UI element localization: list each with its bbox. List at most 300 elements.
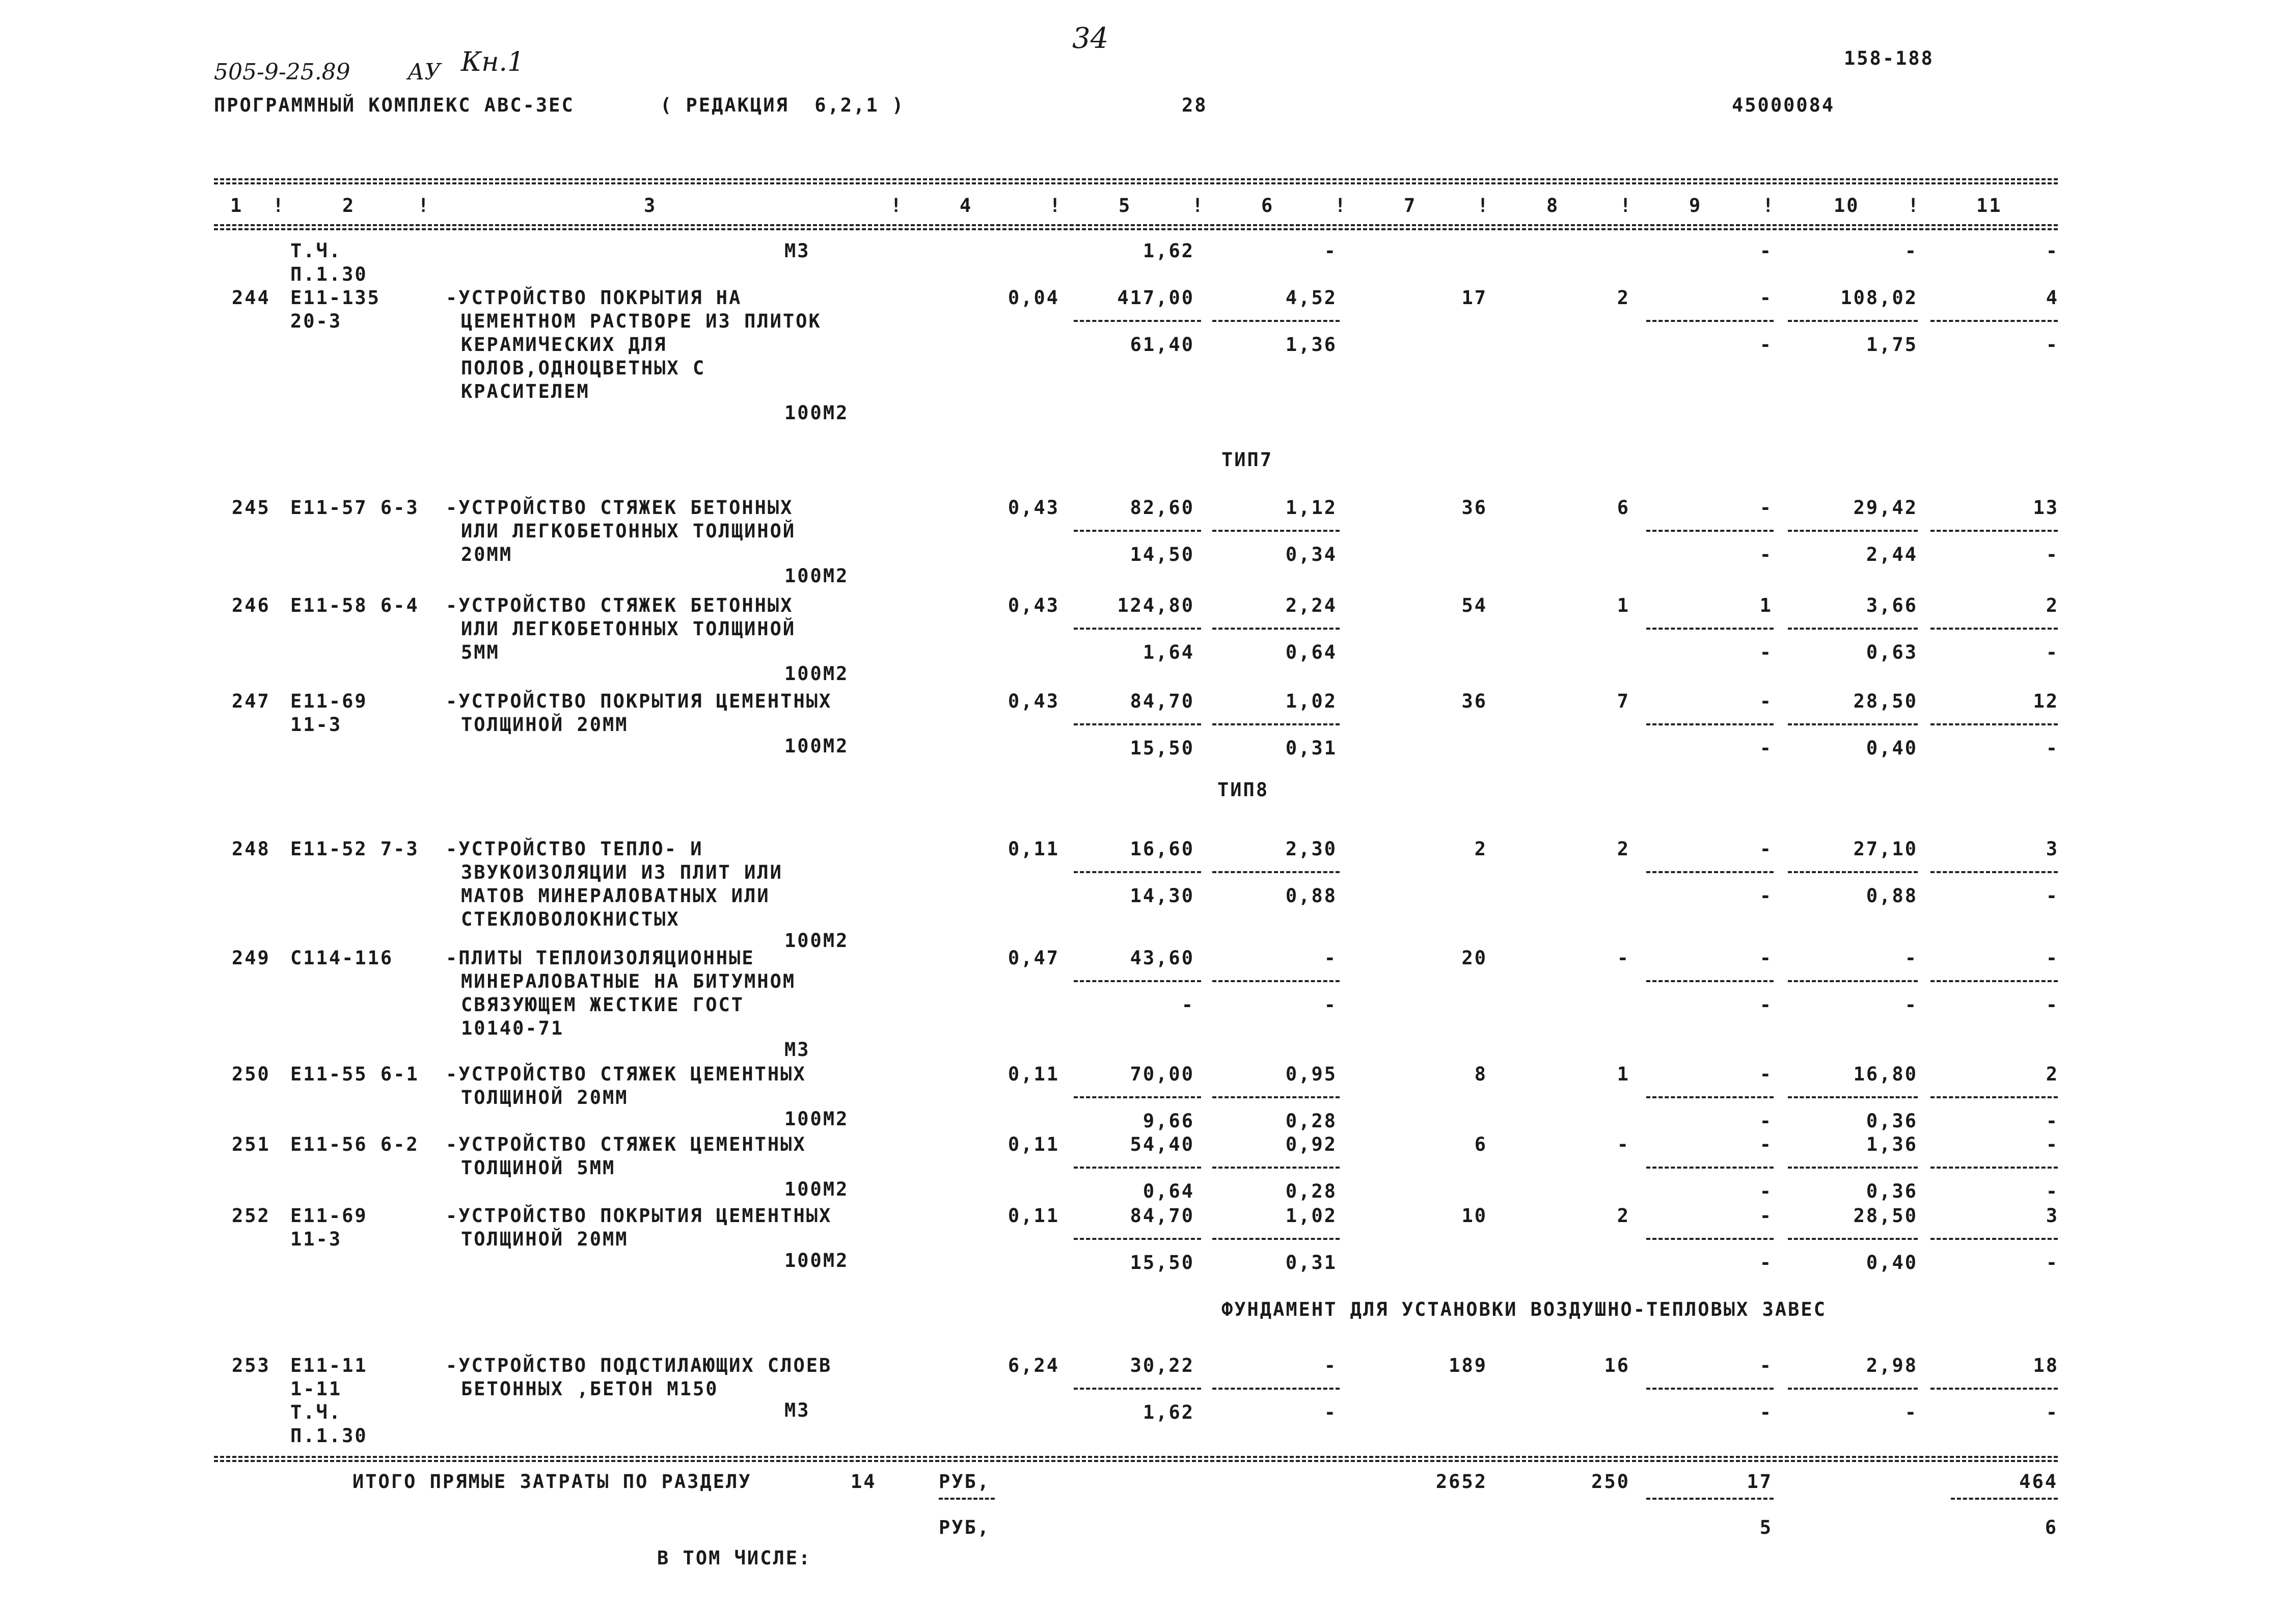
row-col6-wages: 0,64 — [1285, 641, 1337, 663]
row-c10-rule — [1788, 1238, 1918, 1240]
row-description: ЦЕМЕНТНОМ РАСТВОРЕ ИЗ ПЛИТОК — [461, 310, 822, 332]
row-col6-total: 2,24 — [1285, 594, 1337, 616]
totals-top-rule — [214, 1456, 2058, 1458]
row-col11-a: 12 — [2033, 690, 2059, 712]
row-col9-b: - — [1759, 1180, 1773, 1202]
row-col10-a: 28,50 — [1853, 1205, 1918, 1227]
totals-rub-2: РУБ, — [939, 1517, 991, 1538]
row-code: Т.Ч. — [290, 240, 342, 262]
row-col11-b: - — [2046, 994, 2059, 1016]
row-number: 250 — [232, 1063, 270, 1085]
row-unit: 100М2 — [784, 663, 849, 685]
table-top-rule — [214, 178, 2058, 180]
row-col11-a: 3 — [2046, 1205, 2059, 1227]
row-c6-rule — [1212, 1388, 1340, 1390]
row-col10-b: - — [1904, 994, 1918, 1016]
row-c11-rule — [1930, 980, 2058, 982]
row-col4: 0,11 — [1008, 1063, 1059, 1085]
row-col10-a: - — [1904, 240, 1918, 262]
totals-col9-a: 17 — [1747, 1471, 1773, 1493]
row-description: ИЛИ ЛЕГКОБЕТОННЫХ ТОЛЩИНОЙ — [461, 618, 796, 640]
row-col5-total: 84,70 — [1130, 690, 1194, 712]
row-description: -УСТРОЙСТВО ТЕПЛО- И — [446, 838, 703, 860]
column-separator: ! — [418, 195, 431, 216]
row-col5-wages: - — [1181, 994, 1194, 1016]
row-col5-total: 82,60 — [1130, 497, 1194, 519]
row-col11-b: - — [2046, 641, 2059, 663]
row-col5-total: 30,22 — [1130, 1355, 1194, 1376]
row-col4: 0,47 — [1008, 947, 1059, 969]
header-bottom-rule-2 — [214, 228, 2058, 230]
row-col10-a: 27,10 — [1853, 838, 1918, 860]
table-top-rule-2 — [214, 182, 2058, 184]
totals-top-rule-2 — [214, 1460, 2058, 1462]
row-c11-rule — [1930, 1096, 2058, 1098]
row-code: Е11-52 7-3 — [290, 838, 419, 860]
row-col7: 2 — [1474, 838, 1487, 860]
row-code: Е11-55 6-1 — [290, 1063, 419, 1085]
row-col7: 20 — [1461, 947, 1487, 969]
row-col10-a: 2,98 — [1866, 1355, 1918, 1376]
totals-col9-rule — [1646, 1498, 1774, 1500]
row-col10-a: 3,66 — [1866, 594, 1918, 616]
row-col11-a: 4 — [2046, 287, 2059, 309]
row-col5-total: 70,00 — [1130, 1063, 1194, 1085]
row-code: П.1.30 — [290, 1425, 368, 1447]
row-col11-b: - — [2046, 1110, 2059, 1132]
row-c10-rule — [1788, 1167, 1918, 1169]
row-col6-wages: 0,28 — [1285, 1110, 1337, 1132]
column-header-2: 2 — [342, 195, 356, 216]
row-c10-rule — [1788, 980, 1918, 982]
row-code: 1-11 — [290, 1378, 342, 1400]
column-header-5: 5 — [1119, 195, 1132, 216]
column-separator: ! — [1335, 195, 1348, 216]
row-unit: М3 — [784, 240, 810, 262]
handwritten-book-number: Кн.1 — [461, 47, 525, 77]
row-c10-rule — [1788, 723, 1918, 725]
row-c9-rule — [1646, 320, 1774, 322]
row-col8: 1 — [1617, 594, 1630, 616]
row-col6-total: 1,02 — [1285, 690, 1337, 712]
row-col10-b: 0,88 — [1866, 885, 1918, 907]
row-col10-a: 29,42 — [1853, 497, 1918, 519]
totals-col8: 250 — [1591, 1471, 1630, 1493]
row-c9-rule — [1646, 871, 1774, 873]
row-code: Е11-69 — [290, 1205, 368, 1227]
row-col9-a: - — [1759, 1355, 1773, 1376]
edition: ( РЕДАКЦИЯ 6,2,1 ) — [660, 94, 905, 116]
row-c11-rule — [1930, 871, 2058, 873]
row-col9-a: - — [1759, 1133, 1773, 1155]
row-description: -УСТРОЙСТВО СТЯЖЕК ЦЕМЕНТНЫХ — [446, 1133, 806, 1155]
row-col6-total: - — [1324, 947, 1337, 969]
row-code: Е11-58 6-4 — [290, 594, 419, 616]
row-unit: М3 — [784, 1039, 810, 1061]
row-code: Е11-69 — [290, 690, 368, 712]
row-col7: 36 — [1461, 690, 1487, 712]
row-col9-a: 1 — [1759, 594, 1773, 616]
row-col9-b: - — [1759, 544, 1773, 565]
row-col7: 17 — [1461, 287, 1487, 309]
row-c11-rule — [1930, 530, 2058, 532]
row-col5-wages: 1,64 — [1142, 641, 1194, 663]
row-col4: 6,24 — [1008, 1355, 1059, 1376]
row-col10-b: - — [1904, 1401, 1918, 1423]
row-description: -УСТРОЙСТВО СТЯЖЕК БЕТОННЫХ — [446, 594, 794, 616]
row-col6-total: 4,52 — [1285, 287, 1337, 309]
row-col7: 10 — [1461, 1205, 1487, 1227]
column-header-3: 3 — [644, 195, 657, 216]
row-col11-a: 18 — [2033, 1355, 2059, 1376]
row-col9-a: - — [1759, 1063, 1773, 1085]
row-c10-rule — [1788, 1388, 1918, 1390]
row-description: ТОЛЩИНОЙ 20ММ — [461, 714, 629, 736]
row-col11-a: - — [2046, 1133, 2059, 1155]
column-header-1: 1 — [230, 195, 243, 216]
row-description: -УСТРОЙСТВО СТЯЖЕК ЦЕМЕНТНЫХ — [446, 1063, 806, 1085]
row-number: 244 — [232, 287, 270, 309]
row-col9-b: - — [1759, 334, 1773, 356]
row-c6-rule — [1212, 320, 1340, 322]
row-c10-rule — [1788, 530, 1918, 532]
totals-col11-b: 6 — [2045, 1517, 2058, 1538]
row-col6-wages: 1,36 — [1285, 334, 1337, 356]
column-separator: ! — [1762, 195, 1776, 216]
row-c5-rule — [1074, 1167, 1201, 1169]
row-description: -ПЛИТЫ ТЕПЛОИЗОЛЯЦИОННЫЕ — [446, 947, 755, 969]
row-col5-wages: 61,40 — [1130, 334, 1194, 356]
row-col5-wages: 14,50 — [1130, 544, 1194, 565]
row-col10-b: 0,63 — [1866, 641, 1918, 663]
row-code: Е11-57 6-3 — [290, 497, 419, 519]
row-col8: - — [1617, 1133, 1630, 1155]
row-col9-a: - — [1759, 287, 1773, 309]
row-col7: 54 — [1461, 594, 1487, 616]
row-col5-wages: 0,64 — [1142, 1180, 1194, 1202]
row-col7: 189 — [1449, 1355, 1487, 1376]
row-unit: 100М2 — [784, 565, 849, 587]
column-header-4: 4 — [960, 195, 973, 216]
program-title: ПРОГРАММНЫЙ КОМПЛЕКС АВС-ЗЕС — [214, 94, 575, 116]
row-col10-a: 1,36 — [1866, 1133, 1918, 1155]
handwritten-document-code: 505-9-25.89 — [214, 59, 350, 85]
column-separator: ! — [1477, 195, 1490, 216]
row-number: 251 — [232, 1133, 270, 1155]
row-col11-b: - — [2046, 737, 2059, 759]
row-c10-rule — [1788, 1096, 1918, 1098]
column-separator: ! — [1192, 195, 1205, 216]
row-col5-total: 124,80 — [1117, 594, 1194, 616]
row-col10-b: 0,40 — [1866, 1252, 1918, 1274]
row-description: ТОЛЩИНОЙ 20ММ — [461, 1087, 629, 1108]
column-separator: ! — [890, 195, 904, 216]
row-col9-b: - — [1759, 737, 1773, 759]
row-col9-b: - — [1759, 885, 1773, 907]
row-col9-b: - — [1759, 1110, 1773, 1132]
row-col4: 0,11 — [1008, 1205, 1059, 1227]
column-header-9: 9 — [1689, 195, 1702, 216]
row-description: ТОЛЩИНОЙ 20ММ — [461, 1228, 629, 1250]
row-c5-rule — [1074, 980, 1201, 982]
page-number: 28 — [1182, 94, 1208, 116]
row-col8: - — [1617, 947, 1630, 969]
row-unit: М3 — [784, 1399, 810, 1421]
row-description: -УСТРОЙСТВО СТЯЖЕК БЕТОННЫХ — [446, 497, 794, 519]
row-col11-a: 13 — [2033, 497, 2059, 519]
row-c11-rule — [1930, 723, 2058, 725]
row-col4: 0,11 — [1008, 1133, 1059, 1155]
row-description: ПОЛОВ,ОДНОЦВЕТНЫХ С — [461, 357, 706, 379]
column-header-8: 8 — [1546, 195, 1560, 216]
row-col5-total: 16,60 — [1130, 838, 1194, 860]
row-c9-rule — [1646, 1238, 1774, 1240]
column-separator: ! — [1620, 195, 1633, 216]
row-description: СТЕКЛОВОЛОКНИСТЫХ — [461, 908, 680, 930]
row-col10-b: 1,75 — [1866, 334, 1918, 356]
row-col6-wages: 0,31 — [1285, 737, 1337, 759]
row-description: МАТОВ МИНЕРАЛОВАТНЫХ ИЛИ — [461, 885, 770, 907]
row-col6-wages: 0,31 — [1285, 1252, 1337, 1274]
row-c6-rule — [1212, 1238, 1340, 1240]
column-header-6: 6 — [1261, 195, 1274, 216]
section-header-foundation: ФУНДАМЕНТ ДЛЯ УСТАНОВКИ ВОЗДУШНО-ТЕПЛОВЫХ ЗАВЕС — [1221, 1298, 1827, 1320]
row-c5-rule — [1074, 530, 1201, 532]
row-col9-a: - — [1759, 240, 1773, 262]
row-unit: 100М2 — [784, 1108, 849, 1130]
totals-section-number: 14 — [851, 1471, 877, 1493]
row-col8: 16 — [1604, 1355, 1630, 1376]
column-separator: ! — [1908, 195, 1921, 216]
row-c9-rule — [1646, 530, 1774, 532]
row-col5-wages: 15,50 — [1130, 737, 1194, 759]
row-col4: 0,43 — [1008, 690, 1059, 712]
row-col6-total: 0,95 — [1285, 1063, 1337, 1085]
row-col9-b: - — [1759, 994, 1773, 1016]
header-bottom-rule — [214, 224, 2058, 226]
row-col10-b: 0,36 — [1866, 1180, 1918, 1202]
row-col9-b: - — [1759, 641, 1773, 663]
row-col5-wages: 14,30 — [1130, 885, 1194, 907]
row-number: 252 — [232, 1205, 270, 1227]
row-c6-rule — [1212, 530, 1340, 532]
row-description: -УСТРОЙСТВО ПОКРЫТИЯ ЦЕМЕНТНЫХ — [446, 1205, 832, 1227]
row-c6-rule — [1212, 980, 1340, 982]
column-header-11: 11 — [1976, 195, 2002, 216]
row-description: 10140-71 — [461, 1017, 564, 1039]
row-c10-rule — [1788, 320, 1918, 322]
row-col5-wages: 9,66 — [1142, 1110, 1194, 1132]
column-header-10: 10 — [1834, 195, 1860, 216]
row-col5-total: 43,60 — [1130, 947, 1194, 969]
row-unit: 100М2 — [784, 1250, 849, 1271]
totals-rub-underline — [939, 1498, 995, 1500]
row-c6-rule — [1212, 723, 1340, 725]
row-col11-b: - — [2046, 1401, 2059, 1423]
row-unit: 100М2 — [784, 930, 849, 952]
row-col7: 8 — [1474, 1063, 1487, 1085]
row-c5-rule — [1074, 1388, 1201, 1390]
row-col8: 2 — [1617, 287, 1630, 309]
row-c6-rule — [1212, 871, 1340, 873]
column-header-7: 7 — [1404, 195, 1417, 216]
row-col6-wages: - — [1324, 1401, 1337, 1423]
row-col11-b: - — [2046, 1252, 2059, 1274]
row-col10-b: 2,44 — [1866, 544, 1918, 565]
row-col6-wages: 0,34 — [1285, 544, 1337, 565]
row-col11-b: - — [2046, 885, 2059, 907]
totals-col11-rule — [1951, 1498, 2058, 1500]
document-code: 45000084 — [1732, 94, 1835, 116]
column-separator: ! — [1049, 195, 1063, 216]
row-col7: 6 — [1474, 1133, 1487, 1155]
section-header-tip7: ТИП7 — [1221, 449, 1273, 471]
row-col10-a: - — [1904, 947, 1918, 969]
row-description: МИНЕРАЛОВАТНЫЕ НА БИТУМНОМ — [461, 970, 796, 992]
row-description: ИЛИ ЛЕГКОБЕТОННЫХ ТОЛЩИНОЙ — [461, 520, 796, 542]
section-header-tip8: ТИП8 — [1217, 779, 1269, 801]
row-unit: 100М2 — [784, 1178, 849, 1200]
row-c6-rule — [1212, 1167, 1340, 1169]
row-number: 246 — [232, 594, 270, 616]
totals-col9-b: 5 — [1759, 1517, 1773, 1538]
row-c5-rule — [1074, 871, 1201, 873]
row-c5-rule — [1074, 723, 1201, 725]
row-col5-total: 54,40 — [1130, 1133, 1194, 1155]
row-col6-total: - — [1324, 240, 1337, 262]
row-col11-a: - — [2046, 240, 2059, 262]
row-description: 5ММ — [461, 641, 500, 663]
totals-label: ИТОГО ПРЯМЫЕ ЗАТРАТЫ ПО РАЗДЕЛУ — [352, 1471, 752, 1493]
row-c9-rule — [1646, 1096, 1774, 1098]
row-c5-rule — [1074, 628, 1201, 630]
row-code: 20-3 — [290, 310, 342, 332]
column-separator: ! — [273, 195, 286, 216]
row-c11-rule — [1930, 1388, 2058, 1390]
handwritten-ay: АУ — [407, 59, 441, 85]
row-description: -УСТРОЙСТВО ПОКРЫТИЯ ЦЕМЕНТНЫХ — [446, 690, 832, 712]
row-col4: 0,11 — [1008, 838, 1059, 860]
row-code: П.1.30 — [290, 263, 368, 285]
row-col5-wages: 15,50 — [1130, 1252, 1194, 1274]
row-code: 11-3 — [290, 1228, 342, 1250]
row-number: 248 — [232, 838, 270, 860]
row-c9-rule — [1646, 1167, 1774, 1169]
row-col6-total: 0,92 — [1285, 1133, 1337, 1155]
row-code: Т.Ч. — [290, 1401, 342, 1423]
row-c9-rule — [1646, 723, 1774, 725]
row-col6-total: - — [1324, 1355, 1337, 1376]
totals-col7: 2652 — [1435, 1471, 1487, 1493]
row-col9-a: - — [1759, 1205, 1773, 1227]
row-c11-rule — [1930, 1238, 2058, 1240]
sheet-range: 158-188 — [1844, 47, 1934, 69]
row-col4: 0,43 — [1008, 497, 1059, 519]
row-col6-total: 1,12 — [1285, 497, 1337, 519]
row-c5-rule — [1074, 320, 1201, 322]
row-col8: 6 — [1617, 497, 1630, 519]
row-col10-a: 108,02 — [1840, 287, 1918, 309]
row-col11-b: - — [2046, 544, 2059, 565]
row-code: Е11-11 — [290, 1355, 368, 1376]
totals-including-label: В ТОМ ЧИСЛЕ: — [657, 1547, 812, 1569]
row-code: Е11-135 — [290, 287, 380, 309]
row-description: 20ММ — [461, 544, 513, 565]
row-description: -УСТРОЙСТВО ПОДСТИЛАЮЩИХ СЛОЕВ — [446, 1355, 832, 1376]
row-col5-total: 84,70 — [1130, 1205, 1194, 1227]
row-col4: 0,43 — [1008, 594, 1059, 616]
row-col6-wages: - — [1324, 994, 1337, 1016]
row-col9-b: - — [1759, 1252, 1773, 1274]
row-col11-a: 2 — [2046, 594, 2059, 616]
row-col9-a: - — [1759, 690, 1773, 712]
row-col9-a: - — [1759, 947, 1773, 969]
row-col11-b: - — [2046, 1180, 2059, 1202]
row-c11-rule — [1930, 1167, 2058, 1169]
row-c10-rule — [1788, 628, 1918, 630]
row-col9-b: - — [1759, 1401, 1773, 1423]
row-code: С114-116 — [290, 947, 394, 969]
row-c10-rule — [1788, 871, 1918, 873]
row-col8: 2 — [1617, 1205, 1630, 1227]
row-unit: 100М2 — [784, 402, 849, 424]
row-number: 249 — [232, 947, 270, 969]
row-col11-a: 3 — [2046, 838, 2059, 860]
row-col6-total: 2,30 — [1285, 838, 1337, 860]
row-description: -УСТРОЙСТВО ПОКРЫТИЯ НА — [446, 287, 742, 309]
row-col10-b: 0,36 — [1866, 1110, 1918, 1132]
row-number: 245 — [232, 497, 270, 519]
row-number: 253 — [232, 1355, 270, 1376]
row-c11-rule — [1930, 628, 2058, 630]
row-description: КРАСИТЕЛЕМ — [461, 381, 590, 402]
row-col9-a: - — [1759, 838, 1773, 860]
totals-col11-a: 464 — [2019, 1471, 2058, 1493]
row-col5-wages: 1,62 — [1142, 1401, 1194, 1423]
row-c6-rule — [1212, 1096, 1340, 1098]
row-code: Е11-56 6-2 — [290, 1133, 419, 1155]
row-col9-a: - — [1759, 497, 1773, 519]
row-c5-rule — [1074, 1238, 1201, 1240]
row-col8: 2 — [1617, 838, 1630, 860]
row-col7: 36 — [1461, 497, 1487, 519]
row-col10-a: 16,80 — [1853, 1063, 1918, 1085]
row-col8: 7 — [1617, 690, 1630, 712]
row-c9-rule — [1646, 980, 1774, 982]
row-description: БЕТОННЫХ ,БЕТОН М150 — [461, 1378, 719, 1400]
row-col10-b: 0,40 — [1866, 737, 1918, 759]
row-description: КЕРАМИЧЕСКИХ ДЛЯ — [461, 334, 667, 356]
row-c5-rule — [1074, 1096, 1201, 1098]
handwritten-page-number: 34 — [1072, 22, 1109, 55]
row-col8: 1 — [1617, 1063, 1630, 1085]
row-c9-rule — [1646, 628, 1774, 630]
row-description: ТОЛЩИНОЙ 5ММ — [461, 1157, 616, 1179]
row-c9-rule — [1646, 1388, 1774, 1390]
totals-rub-1: РУБ, — [939, 1471, 991, 1493]
row-col11-b: - — [2046, 334, 2059, 356]
row-col11-a: 2 — [2046, 1063, 2059, 1085]
row-col5-total: 417,00 — [1117, 287, 1194, 309]
row-c6-rule — [1212, 628, 1340, 630]
row-col11-a: - — [2046, 947, 2059, 969]
row-col6-wages: 0,28 — [1285, 1180, 1337, 1202]
row-col4: 0,04 — [1008, 287, 1059, 309]
row-description: ЗВУКОИЗОЛЯЦИИ ИЗ ПЛИТ ИЛИ — [461, 861, 783, 883]
row-code: 11-3 — [290, 714, 342, 736]
row-col5-total: 1,62 — [1142, 240, 1194, 262]
row-col6-total: 1,02 — [1285, 1205, 1337, 1227]
